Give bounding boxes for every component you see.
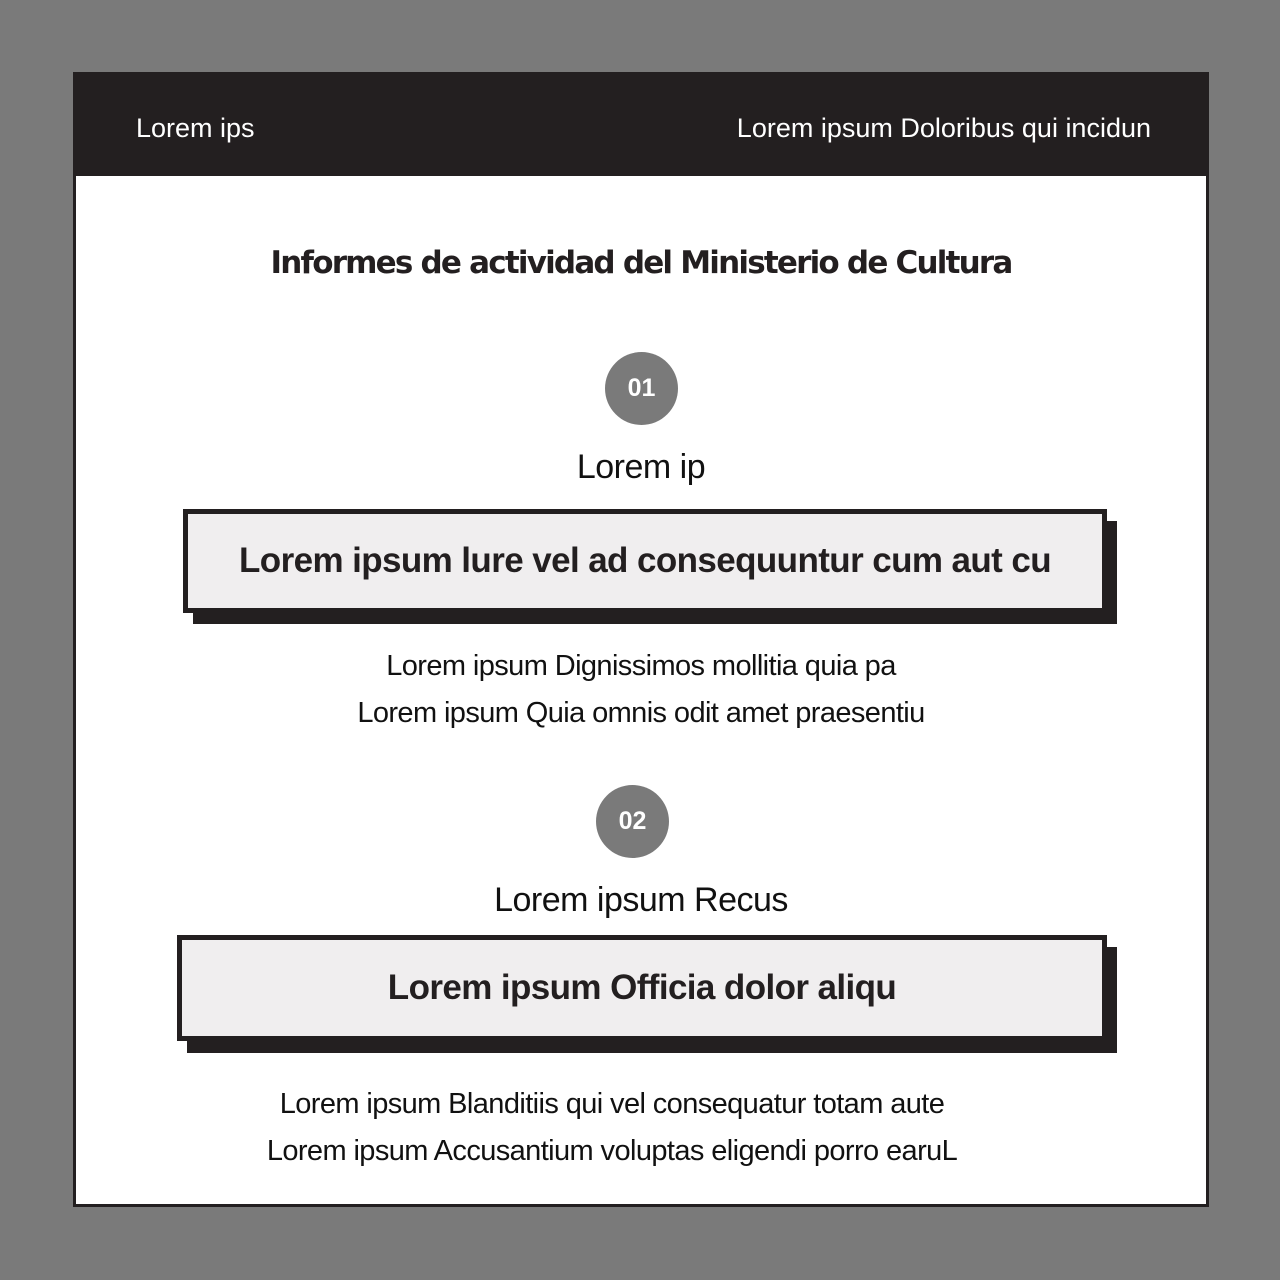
section-label: Lorem ipsum Recus (494, 881, 788, 919)
header-bar (76, 75, 1206, 176)
callout-box (183, 509, 1107, 613)
section-label: Lorem ip (576, 448, 706, 486)
body-line: Lorem ipsum Dignissimos mollitia quia pa (386, 650, 896, 682)
callout-box-text: Lorem ipsum Officia dolor aliqu (387, 968, 897, 1007)
callout-box (177, 935, 1107, 1041)
document-card (73, 72, 1209, 1207)
body-line: Lorem ipsum Blanditiis qui vel consequatur totam aute (279, 1088, 945, 1120)
body-line: Lorem ipsum Quia omnis odit amet praesentiu (357, 697, 925, 729)
header-left-text: Lorem ips (136, 113, 255, 143)
header-right-text: Lorem ipsum Doloribus qui incidun (736, 113, 1151, 143)
body-line: Lorem ipsum Accusantium voluptas eligendi porro earuL (266, 1135, 958, 1167)
document-title: Informes de actividad del Ministerio de Cultura (270, 245, 1012, 281)
callout-box-text: Lorem ipsum lure vel ad consequuntur cum aut cu (239, 541, 1051, 580)
section-number-badge: 02 (596, 785, 669, 858)
section-number-badge: 01 (605, 352, 678, 425)
